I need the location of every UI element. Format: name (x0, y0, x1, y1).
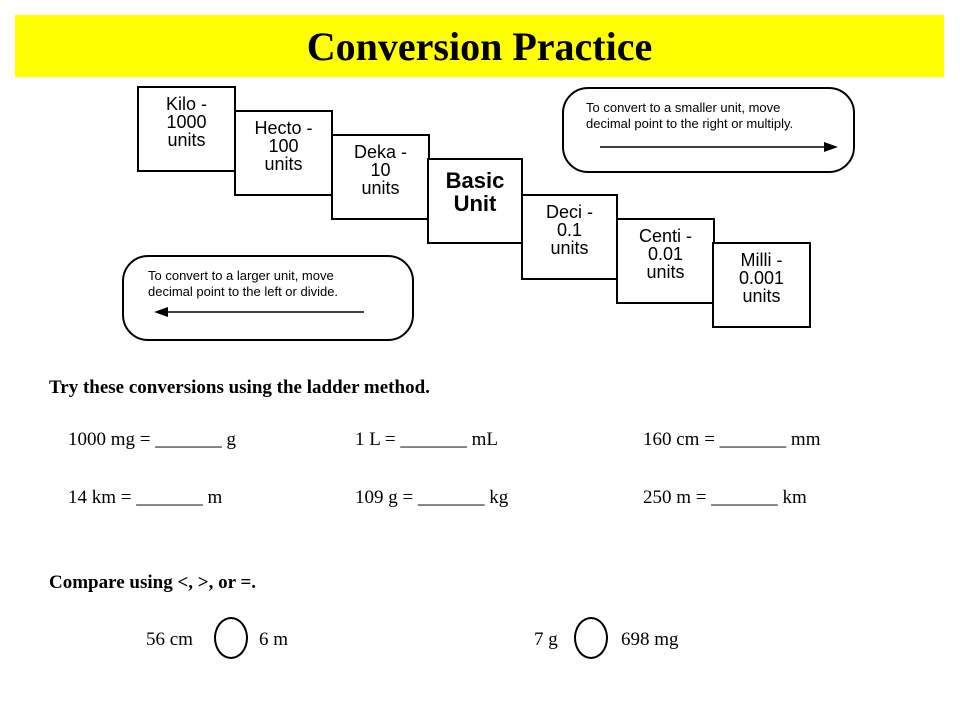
practice-problem: 1 L = _______ mL (355, 429, 499, 450)
page-title: Conversion Practice (306, 23, 653, 69)
practice-problem: 14 km = _______ m (68, 487, 223, 508)
ladder-step-deka (331, 134, 430, 220)
note-larger-line-2: decimal point to the left or divide. (148, 284, 339, 299)
milli-prefix: Milli - (740, 250, 783, 270)
practice-problem: 250 m = _______ km (643, 487, 807, 508)
note-larger-unit (122, 255, 414, 341)
deka-value: 10 (370, 160, 391, 180)
compare-right-value: 6 m (259, 629, 289, 650)
left-arrow-icon (154, 306, 366, 318)
centi-units: units (646, 262, 685, 282)
kilo-prefix: Kilo - (165, 94, 207, 114)
compare-answer-circle[interactable] (214, 617, 248, 659)
note-smaller-line-2: decimal point to the right or multiply. (586, 116, 794, 131)
title-bar (15, 15, 944, 77)
hecto-prefix: Hecto - (254, 118, 313, 138)
basic-line-1: Basic (445, 168, 505, 193)
compare-left-value: 7 g (534, 629, 558, 650)
hecto-units: units (264, 154, 303, 174)
ladder-step-centi (616, 218, 715, 304)
deka-prefix: Deka - (353, 142, 407, 162)
hecto-value: 100 (268, 136, 299, 156)
practice-problem: 160 cm = _______ mm (643, 429, 821, 450)
deci-prefix: Deci - (545, 202, 593, 222)
centi-value: 0.01 (647, 244, 684, 264)
centi-prefix: Centi - (638, 226, 692, 246)
note-smaller-unit (562, 87, 855, 173)
compare-left-value: 56 cm (146, 629, 193, 650)
milli-value: 0.001 (738, 268, 785, 288)
practice-heading: Try these conversions using the ladder method. (49, 377, 430, 398)
ladder-step-basic (427, 158, 523, 244)
note-smaller-line-1: To convert to a smaller unit, move (586, 100, 781, 115)
ladder-step-milli (712, 242, 811, 328)
milli-units: units (742, 286, 781, 306)
compare-right-value: 698 mg (621, 629, 679, 650)
deci-units: units (550, 238, 589, 258)
kilo-value: 1000 (166, 112, 207, 132)
kilo-units: units (167, 130, 206, 150)
right-arrow-icon (600, 141, 840, 153)
ladder-step-hecto (234, 110, 333, 196)
practice-problem: 1000 mg = _______ g (68, 429, 236, 450)
deci-value: 0.1 (556, 220, 583, 240)
ladder-step-deci (521, 194, 618, 280)
note-larger-line-1: To convert to a larger unit, move (148, 268, 334, 283)
basic-line-2: Unit (453, 191, 497, 216)
practice-problem: 109 g = _______ kg (355, 487, 509, 508)
compare-answer-circle[interactable] (574, 617, 608, 659)
ladder-step-kilo (137, 86, 236, 172)
compare-heading: Compare using <, >, or =. (49, 572, 257, 593)
deka-units: units (361, 178, 400, 198)
